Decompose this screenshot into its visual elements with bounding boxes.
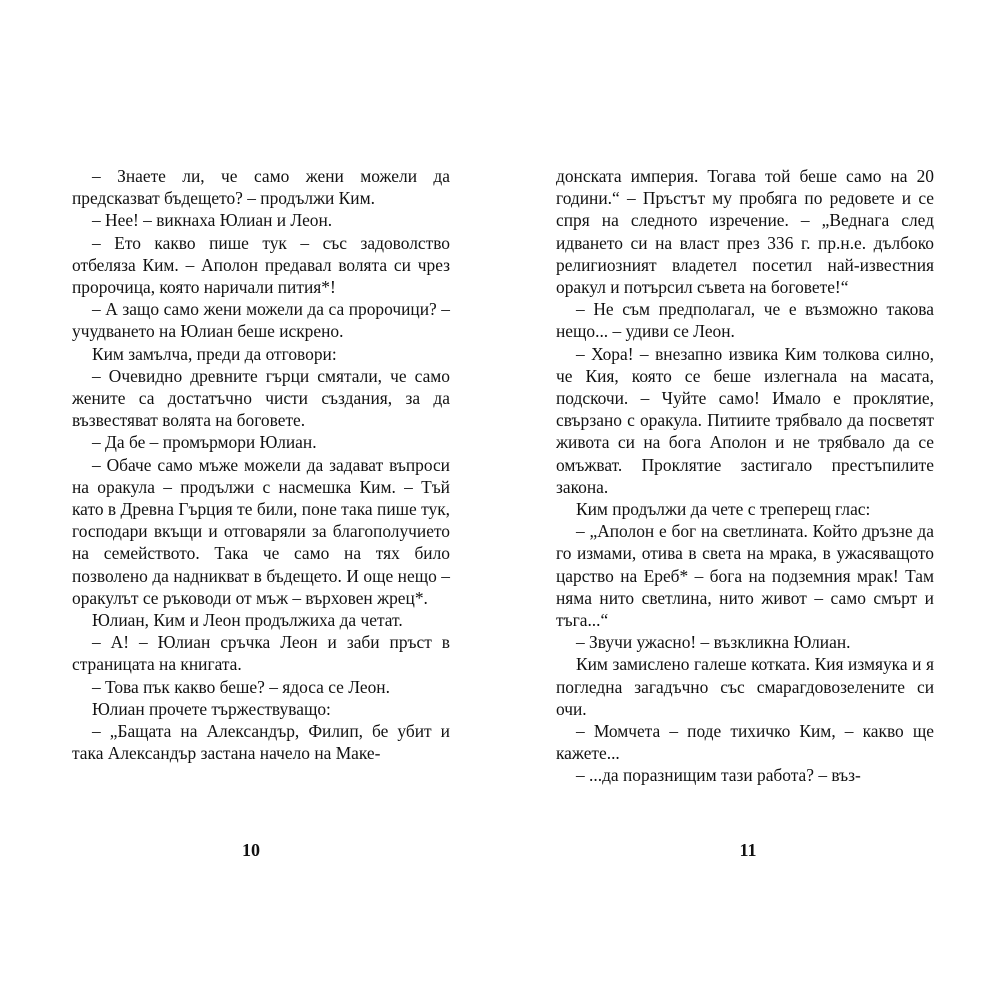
paragraph: – Момчета – поде тихичко Ким, – какво ще кажете...	[556, 721, 934, 764]
paragraph: – Да бе – промърмори Юлиан.	[92, 432, 317, 453]
paragraph: – А! – Юлиан сръчка Леон и заби пръст в страницата на книгата.	[72, 632, 450, 675]
paragraph: – Хора! – внезапно извика Ким толкова силно, че Кия, която се беше излегнала на масата, подскочи. – Чуйте само! Имало е проклятие, свързано с оракула. Питиите трябвало да посветят живота си на бога Аполон и не трябвало да се омъжват. Проклятие застигало престъпилите закона.	[556, 343, 934, 497]
paragraph: Ким продължи да чете с треперещ глас:	[576, 499, 871, 520]
paragraph: – ...да поразнищим тази работа? – въз-	[576, 765, 861, 786]
paragraph: – Не съм предполагал, че е възможно такова нещо... – удиви се Леон.	[556, 299, 934, 342]
paragraph: – Звучи ужасно! – възкликна Юлиан.	[576, 632, 851, 653]
paragraph: Ким замислено галеше котката. Кия измяука и я погледна загадъчно със смарагдовозелените си очи.	[556, 654, 934, 719]
paragraph-continued: донската империя. Тогава той беше само на 20 години.“ – Пръстът му пробяга по редовете и се спря на следното изречение. – „Веднага след идването си на власт през 336 г. пр.н.е. дълбоко религиозният владетел посетил най-известния оракул и потърсил съвета на боговете!“	[556, 166, 934, 298]
paragraph: Юлиан, Ким и Леон продължиха да четат.	[92, 610, 403, 631]
paragraph: – „Бащата на Александър, Филип, бе убит и така Александър застана начело на Маке-	[72, 721, 450, 764]
paragraph: – Това пък какво беше? – ядоса се Леон.	[92, 676, 390, 697]
paragraph: – Нее! – викнаха Юлиан и Леон.	[92, 210, 333, 231]
left-page	[72, 165, 450, 764]
right-page	[556, 165, 934, 787]
paragraph: – Ето какво пише тук – със задоволство отбеляза Ким. – Аполон предавал волята си чрез пророчица, която наричали пития*!	[72, 232, 450, 298]
page-number-right: 11	[739, 840, 757, 860]
paragraph: – Знаете ли, че само жени можели да предсказват бъдещето? – продължи Ким.	[72, 166, 450, 209]
paragraph: – „Аполон е бог на светлината. Който дръзне да го измами, отива в света на мрака, в ужасяващото царство на Ереб* – бога на подземния мрак! Там няма нито светлина, нито живот – само смърт и тъга...“	[556, 521, 934, 631]
paragraph: Юлиан прочете тържествуващо:	[92, 698, 331, 719]
paragraph: – Очевидно древните гърци смятали, че само жените са достатъчно чисти създания, за да възвестяват волята на боговете.	[72, 365, 450, 431]
paragraph: – Обаче само мъже можели да задават въпроси на оракула – продължи с насмешка Ким. – Тъй като в Древна Гърция те били, поне така пише тук, господари вкъщи и отговаряли за благополучието на семейството. Така че само на тях било позволено да надникват в бъдещето. И още нещо – оракулът се ръководи от мъж – върховен жрец*.	[72, 454, 450, 608]
paragraph: Ким замълча, преди да отговори:	[92, 343, 337, 364]
page-number-left: 10	[242, 840, 260, 860]
paragraph: – А защо само жени можели да са пророчици? – учудването на Юлиан беше искрено.	[72, 299, 450, 342]
